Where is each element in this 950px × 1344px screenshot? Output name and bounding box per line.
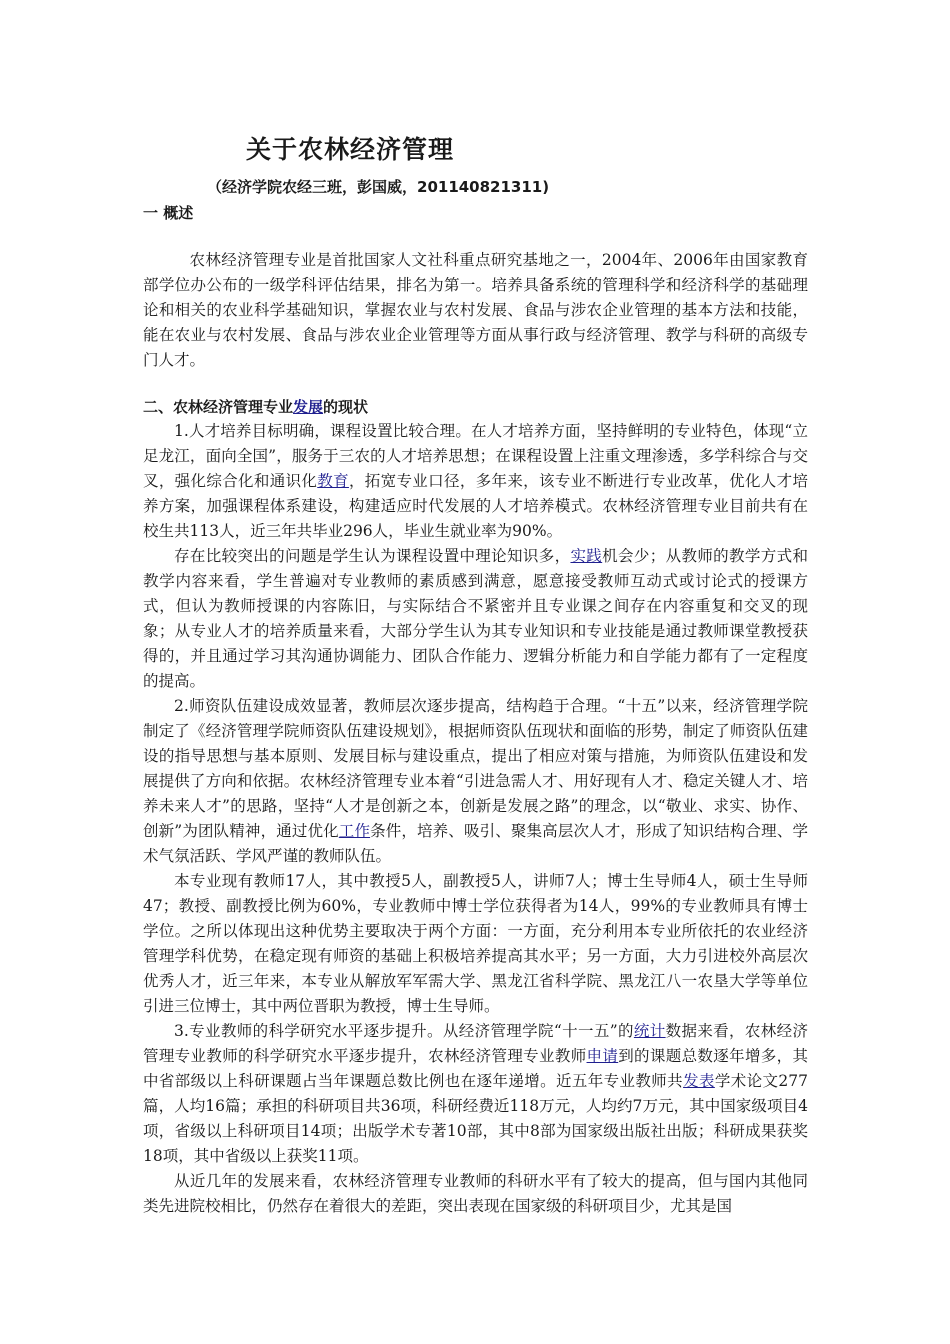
paragraph-text: 2.师资队伍建设成效显著，教师层次逐步提高，结构趋于合理。“十五”以来，经济管理学院制定了《经济管理学院师资队伍建设规划》，根据师资队伍现状和面临的形势，制定了师资队伍建设的指导思想与基本原则、发展目标与建设重点，提出了相应对策与措施，为师资队伍建设和发展提供了方向和依据。农林经济管理专业本着“引进急需人才、用好现有人才、稳定关键人才、培养未来人才”的思路，坚持“人才是创新之本，创新是发展之路”的理念，以“敬业、求实、协作、创新”为团队精神，通过优化 <box>143 697 808 840</box>
paragraph-text: 数据来看，农林经济管理专业教师的科学研究水平逐步提升，农林经济管理专业教师 <box>143 1022 808 1065</box>
link-gongzuo[interactable]: 工作 <box>338 822 371 840</box>
paragraph-text: 机会少；从教师的教学方式和教学内容来看，学生普遍对专业教师的素质感到满意，愿意接受教师互动式或讨论式的授课方式，但认为教师授课的内容陈旧，与实际结合不紧密并且专业课之间存在内容重复和交叉的现象；从专业人才的培养质量来看，大部分学生认为其专业知识和专业技能是通过教师课堂教授获得的，并且通过学习其沟通协调能力、团队合作能力、逻辑分析能力和自学能力都有了一定程度的提高。 <box>143 547 808 690</box>
paragraph-research-gap: 从近几年的发展来看，农林经济管理专业教师的科研水平有了较大的提高，但与国内其他同类先进院校相比，仍然存在着很大的差距，突出表现在国家级的科研项目少，尤其是国 <box>143 1172 808 1215</box>
paragraph-text: 3.专业教师的科学研究水平逐步提升。从经济管理学院“十一五”的 <box>174 1022 634 1040</box>
link-shenqing[interactable]: 申请 <box>586 1047 619 1065</box>
link-tongji[interactable]: 统计 <box>633 1022 666 1040</box>
paragraph-text: 存在比较突出的问题是学生认为课程设置中理论知识多， <box>174 547 571 565</box>
section-heading-text: 的现状 <box>323 398 369 416</box>
paragraph-text: 1.人才培养目标明确，课程设置比较合理。在人才培养方面，坚持鲜明的专业特色，体现“立足龙江，面向全国”，服务于三农的人才培养思想；在课程设置上注重文理渗透，多学科综合与交叉，强化综合化和通识化 <box>143 422 808 490</box>
section-heading-overview: 一 概述 <box>143 204 194 222</box>
paragraph-overview: 农林经济管理专业是首批国家人文社科重点研究基地之一，2004年、2006年由国家教育部学位办公布的一级学科评估结果，排名为第一。培养具备系统的管理科学和经济科学的基础理论和相关的农业科学基础知识，掌握农业与农村发展、食品与涉农企业管理的基本方法和技能，能在农业与农村发展、食品与涉农业企业管理等方面从事行政与经济管理、教学与科研的高级专门人才。 <box>143 251 808 369</box>
paragraph-problems <box>143 544 808 694</box>
paragraph-faculty-stats: 本专业现有教师17人，其中教授5人，副教授5人，讲师7人；博士生导师4人，硕士生导师47；教授、副教授比例为60%，专业教师中博士学位获得者为14人，99%的专业教师具有博士学位。之所以体现出这种优势主要取决于两个方面：一方面，充分利用本专业所依托的农业经济管理学科优势，在稳定现有师资的基础上积极培养提高其水平；另一方面，大力引进校外高层次优秀人才，近三年来，本专业从解放军军需大学、黑龙江省科学院、黑龙江八一农垦大学等单位引进三位博士，其中两位晋职为教授，博士生导师。 <box>143 872 808 1015</box>
paragraph-faculty-building <box>143 694 808 869</box>
paragraph-text: 到的课题总数逐年增多，其中省部级以上科研课题占当年课题总数比例也在逐年递增。近五年专业教师共 <box>143 1047 808 1090</box>
section-heading-status <box>143 396 368 417</box>
paragraph-text: ，拓宽专业口径，多年来，该专业不断进行专业改革，优化人才培养方案，加强课程体系建设，构建适应时代发展的人才培养模式。农林经济管理专业目前共有在校生共113人，近三年共毕业296人，毕业生就业率为90%。 <box>143 472 808 540</box>
author-byline: （经济学院农经三班，彭国威，201140821311) <box>207 178 550 196</box>
link-fabiao[interactable]: 发表 <box>683 1072 715 1090</box>
section-heading-text: 二、农林经济管理专业 <box>143 398 294 416</box>
paragraph-text: 条件，培养、吸引、聚集高层次人才，形成了知识结构合理、学术气氛活跃、学风严谨的教师队伍。 <box>143 822 808 865</box>
section-status-body <box>143 419 808 1219</box>
link-jiaoyu[interactable]: 教育 <box>317 472 349 490</box>
paragraph-research <box>143 1019 808 1169</box>
link-shijian[interactable]: 实践 <box>570 547 603 565</box>
link-fazhan[interactable]: 发展 <box>293 398 324 416</box>
paragraph-talent-training <box>143 419 808 544</box>
paragraph-text: 学术论文277篇，人均16篇；承担的科研项目共36项，科研经费近118万元，人均约7万元，其中国家级项目4项，省级以上科研项目14项；出版学术专著10部，其中8部为国家级出版社出版；科研成果获奖18项，其中省级以上获奖11项。 <box>143 1072 808 1165</box>
document-title: 关于农林经济管理 <box>246 135 455 164</box>
